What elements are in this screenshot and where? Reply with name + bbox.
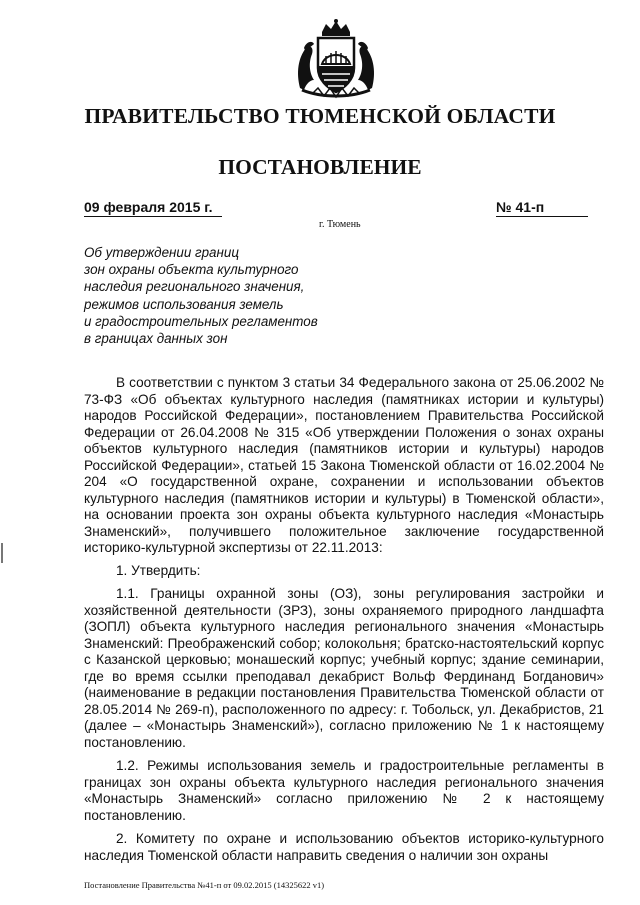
scan-edge-mark	[1, 543, 3, 563]
title-line: и градостроительных регламентов	[84, 313, 318, 329]
item-2-paragraph: 2. Комитету по охране и использованию объектов историко-культурного наследия Тюменской области направить сведения о наличии зон охраны	[84, 831, 604, 863]
item-1-1-paragraph: 1.1. Границы охранной зоны (ОЗ), зоны регулирования застройки и хозяйственной деятельности (ЗРЗ), зоны охраняемого природного ландшафта (ЗОПЛ) объекта культурного наследия регионального значения «Монастырь Знаменский: Преображенский собор; колокольня; братско-настоятельский корпус с Казанской церковью; монашеский корпус; учебный корпус; здание семинарии, где во время ссылки преподавал декабрист Вольф Фердинанд Богданович» (наименование в редакции постановления Правительства Тюменской области от 28.05.2014 № 269-п), расположенного по адресу: г. Тобольск, ул. Декабристов, 21 (далее – «Монастырь Знаменский»), согласно приложению № 1 к настоящему постановлению.	[84, 586, 604, 750]
title-line: Об утверждении границ	[84, 245, 239, 260]
document-city: г. Тюмень	[319, 219, 361, 230]
item-1-2-paragraph: 1.2. Режимы использования земель и градостроительные регламенты в границах зон охраны объекта культурного наследия регионального значения «Монастырь Знаменский» согласно приложению № 2 к настоящему постановлению.	[84, 758, 604, 823]
title-line: в границах данных зон	[84, 331, 228, 347]
document-title	[84, 244, 384, 347]
document-type: ПОСТАНОВЛЕНИЕ	[218, 155, 422, 179]
title-line: режимов использования земель	[84, 296, 284, 312]
page-footer: Постановление Правительства №41-п от 09.02.2015 (14325622 v1)	[84, 880, 325, 890]
document-number: № 41-п	[496, 199, 588, 217]
title-line: наследия регионального значения,	[84, 279, 305, 295]
intro-paragraph: В соответствии с пунктом 3 статьи 34 Федерального закона от 25.06.2002 № 73-ФЗ «Об объектах культурного наследия (памятниках истории и культуры) народов Российской Федерации», постановлением Правительства Российской Федерации от 26.04.2008 № 315 «Об утверждении Положения о зонах охраны объектов культурного наследия (памятников истории и культуры) народов Российской Федерации», статьей 15 Закона Тюменской области от 16.02.2004 № 204 «О государственной охране, сохранении и использовании объектов культурного наследия (памятников истории и культуры) в Тюменской области», на основании проекта зон охраны объекта культурного наследия «Монастырь Знаменский», получившего положительное заключение государственной историко-культурной экспертизы от 22.11.2013:	[84, 375, 604, 555]
government-name: ПРАВИТЕЛЬСТВО ТЮМЕНСКОЙ ОБЛАСТИ	[84, 104, 556, 128]
document-body	[84, 375, 604, 871]
document-date: 09 февраля 2015 г.	[84, 199, 222, 217]
title-line: зон охраны объекта культурного	[84, 262, 299, 278]
item-1-paragraph: 1. Утвердить:	[116, 562, 201, 578]
coat-of-arms-icon	[292, 18, 380, 100]
